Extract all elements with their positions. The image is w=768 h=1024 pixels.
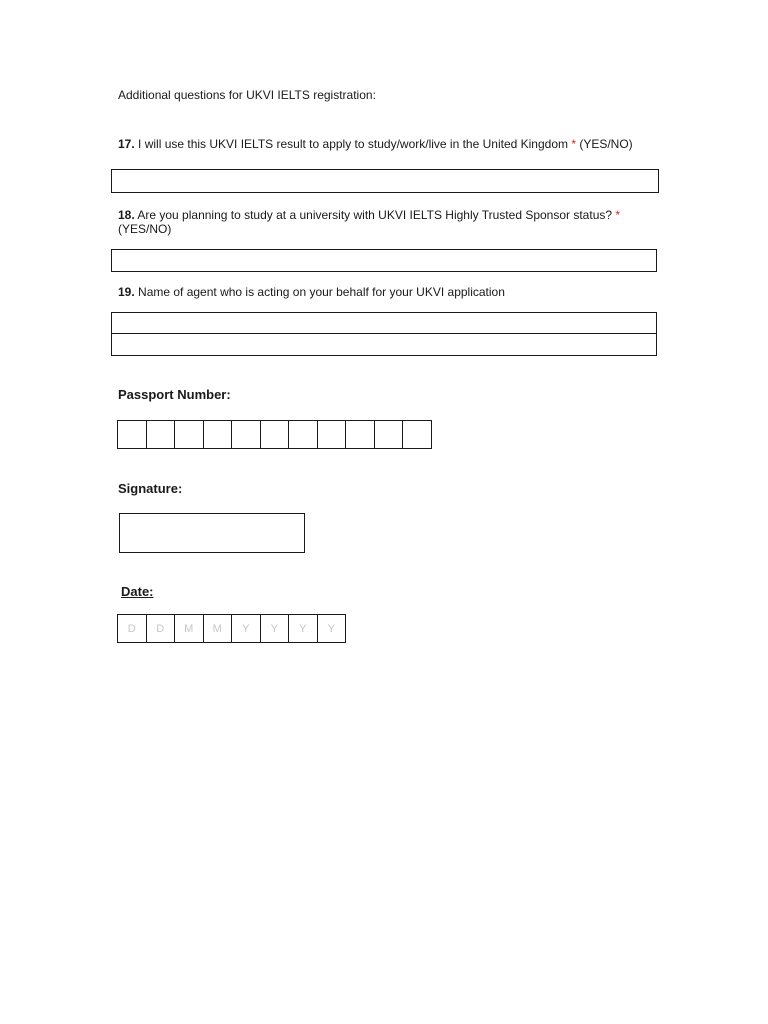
date-char-box[interactable]: D	[117, 614, 147, 643]
date-char-box[interactable]: Y	[260, 614, 290, 643]
question-17-number: 17.	[118, 137, 135, 151]
question-18-answer-field[interactable]	[111, 249, 657, 272]
passport-char-box[interactable]	[402, 420, 432, 449]
passport-number-boxes	[117, 420, 432, 449]
date-char-box[interactable]: M	[203, 614, 233, 643]
passport-char-box[interactable]	[174, 420, 204, 449]
date-boxes	[117, 614, 346, 643]
date-char-box[interactable]: Y	[231, 614, 261, 643]
passport-char-box[interactable]	[231, 420, 261, 449]
passport-char-box[interactable]	[317, 420, 347, 449]
question-19	[118, 285, 505, 299]
passport-char-box[interactable]	[345, 420, 375, 449]
date-char-box[interactable]: Y	[288, 614, 318, 643]
question-18-number: 18.	[118, 208, 135, 222]
date-char-box[interactable]: Y	[317, 614, 347, 643]
passport-number-label: Passport Number:	[118, 387, 231, 402]
question-19-answer-field-line-1[interactable]	[111, 312, 657, 334]
passport-char-box[interactable]	[260, 420, 290, 449]
date-char-box[interactable]: M	[174, 614, 204, 643]
required-marker: *	[571, 137, 576, 151]
question-19-number: 19.	[118, 285, 135, 299]
form-intro: Additional questions for UKVI IELTS registration:	[118, 88, 376, 102]
passport-char-box[interactable]	[117, 420, 147, 449]
required-marker: *	[615, 208, 621, 222]
question-18-suffix: (YES/NO)	[118, 222, 172, 236]
question-17-suffix: (YES/NO)	[576, 137, 633, 151]
passport-char-box[interactable]	[374, 420, 404, 449]
passport-char-box[interactable]	[288, 420, 318, 449]
passport-char-box[interactable]	[203, 420, 233, 449]
question-18	[118, 208, 648, 236]
date-char-box[interactable]: D	[146, 614, 176, 643]
question-18-text: Are you planning to study at a university with UKVI IELTS Highly Trusted Sponsor status?	[134, 208, 616, 222]
signature-label: Signature:	[118, 481, 183, 496]
signature-box[interactable]	[119, 513, 305, 553]
question-19-text: Name of agent who is acting on your behalf for your UKVI application	[134, 285, 505, 299]
question-17-text: I will use this UKVI IELTS result to apply to study/work/live in the United Kingdom	[134, 137, 572, 151]
passport-char-box[interactable]	[146, 420, 176, 449]
question-17	[118, 137, 633, 151]
date-label: Date:	[121, 584, 154, 599]
question-19-answer-field-line-2[interactable]	[111, 333, 657, 356]
question-17-answer-field[interactable]	[111, 169, 659, 193]
